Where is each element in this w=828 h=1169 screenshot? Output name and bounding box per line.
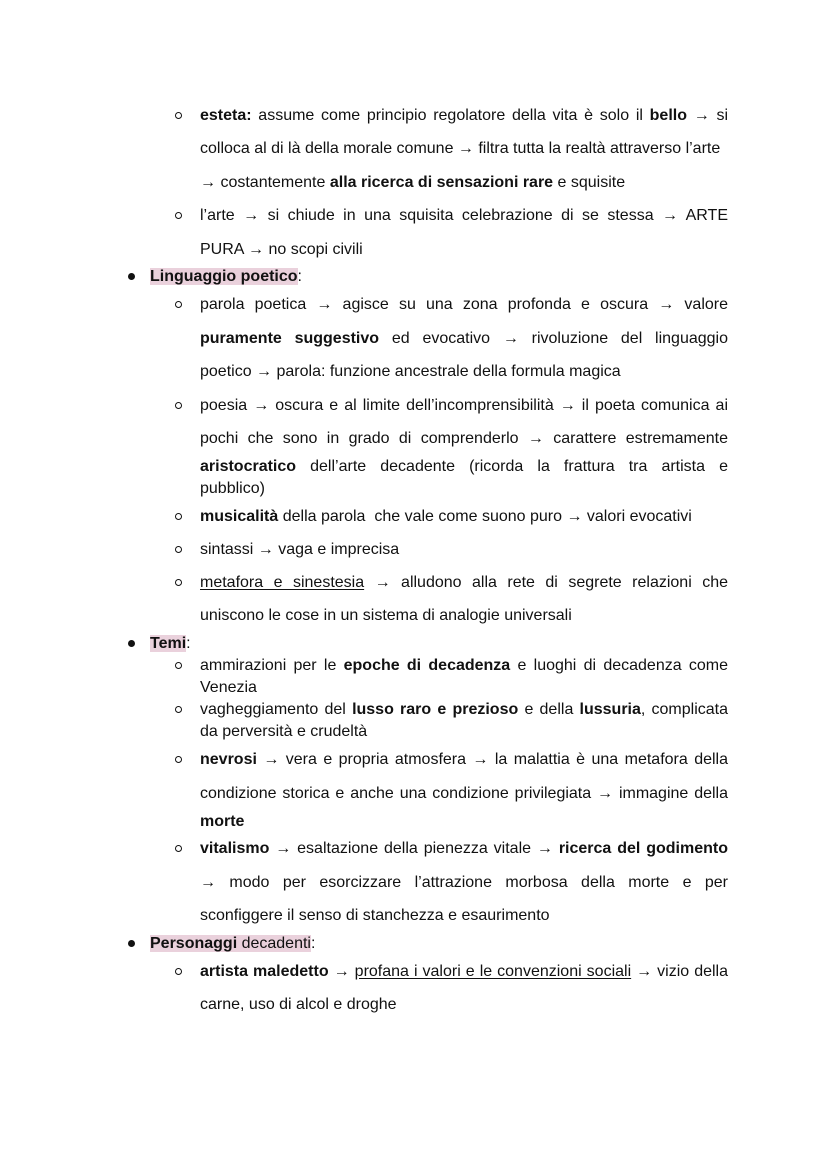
bullet-circle [175, 706, 182, 713]
item-nevrosi-line-3: morte [200, 813, 245, 830]
item-artista-maledetto-line-2: carne, uso di alcol e droghe [200, 996, 397, 1013]
item-metafora-line-2: uniscono le cose in un sistema di analogie universali [200, 607, 572, 624]
item-nevrosi-line-1: nevrosi → vera e propria atmosfera → la malattia è una metafora della [200, 751, 728, 768]
item-esteta-line-3: → costantemente alla ricerca di sensazioni rare e squisite [200, 174, 626, 191]
item-vitalismo-line-2: → modo per esorcizzare l’attrazione morbosa della morte e per [200, 874, 728, 891]
bullet-dot [128, 940, 135, 947]
item-musicalita-line-1: musicalità della parola che vale come suono puro → valori evocativi [200, 508, 692, 525]
item-vitalismo-line-1: vitalismo → esaltazione della pienezza vitale → ricerca del godimento [200, 840, 729, 857]
bullet-dot [128, 640, 135, 647]
bullet-circle [175, 546, 182, 553]
item-esteta-line-2: colloca al di là della morale comune → filtra tutta la realtà attraverso l’arte [200, 140, 721, 157]
heading-linguaggio-poetico: Linguaggio poetico: [150, 268, 302, 285]
item-esteta-line-1: esteta: assume come principio regolatore della vita è solo il bello → si [200, 107, 728, 124]
item-vagheggiamento-line-2: da perversità e crudeltà [200, 723, 368, 740]
item-poesia-line-4: pubblico) [200, 480, 265, 497]
bullet-circle [175, 112, 182, 119]
bullet-circle [175, 301, 182, 308]
bullet-circle [175, 968, 182, 975]
item-arte-line-1: l’arte → si chiude in una squisita celebrazione di se stessa → ARTE [200, 207, 728, 224]
bullet-circle [175, 212, 182, 219]
item-ammirazioni-line-1: ammirazioni per le epoche di decadenza e luoghi di decadenza come [200, 657, 728, 674]
item-nevrosi-line-2: condizione storica e anche una condizione privilegiata → immagine della [200, 785, 728, 802]
bullet-circle [175, 756, 182, 763]
item-vitalismo-line-3: sconfiggere il senso di stanchezza e esaurimento [200, 907, 550, 924]
item-artista-maledetto-line-1: artista maledetto → profana i valori e le convenzioni sociali → vizio della [200, 963, 729, 980]
heading-personaggi-decadenti: Personaggi decadenti: [150, 935, 316, 952]
item-metafora-line-1: metafora e sinestesia → alludono alla rete di segrete relazioni che [200, 574, 729, 591]
item-poesia-line-2: pochi che sono in grado di comprenderlo → carattere estremamente [200, 430, 728, 447]
bullet-circle [175, 845, 182, 852]
bullet-circle [175, 513, 182, 520]
item-arte-line-2: PURA → no scopi civili [200, 241, 363, 258]
item-poesia-line-3: aristocratico dell’arte decadente (ricorda la frattura tra artista e [200, 458, 728, 475]
item-parola-line-2: puramente suggestivo ed evocativo → rivoluzione del linguaggio [200, 330, 729, 347]
item-vagheggiamento-line-1: vagheggiamento del lusso raro e prezioso e della lussuria, complicata [200, 701, 729, 718]
item-sintassi-line-1: sintassi → vaga e imprecisa [200, 541, 400, 558]
heading-temi: Temi: [150, 635, 191, 652]
item-parola-line-3: poetico → parola: funzione ancestrale della formula magica [200, 363, 621, 380]
item-parola-line-1: parola poetica → agisce su una zona profonda e oscura → valore [200, 296, 728, 313]
bullet-dot [128, 273, 135, 280]
bullet-circle [175, 662, 182, 669]
item-poesia-line-1: poesia → oscura e al limite dell’incomprensibilità → il poeta comunica ai [200, 397, 728, 414]
bullet-circle [175, 402, 182, 409]
bullet-circle [175, 579, 182, 586]
item-ammirazioni-line-2: Venezia [200, 679, 257, 696]
